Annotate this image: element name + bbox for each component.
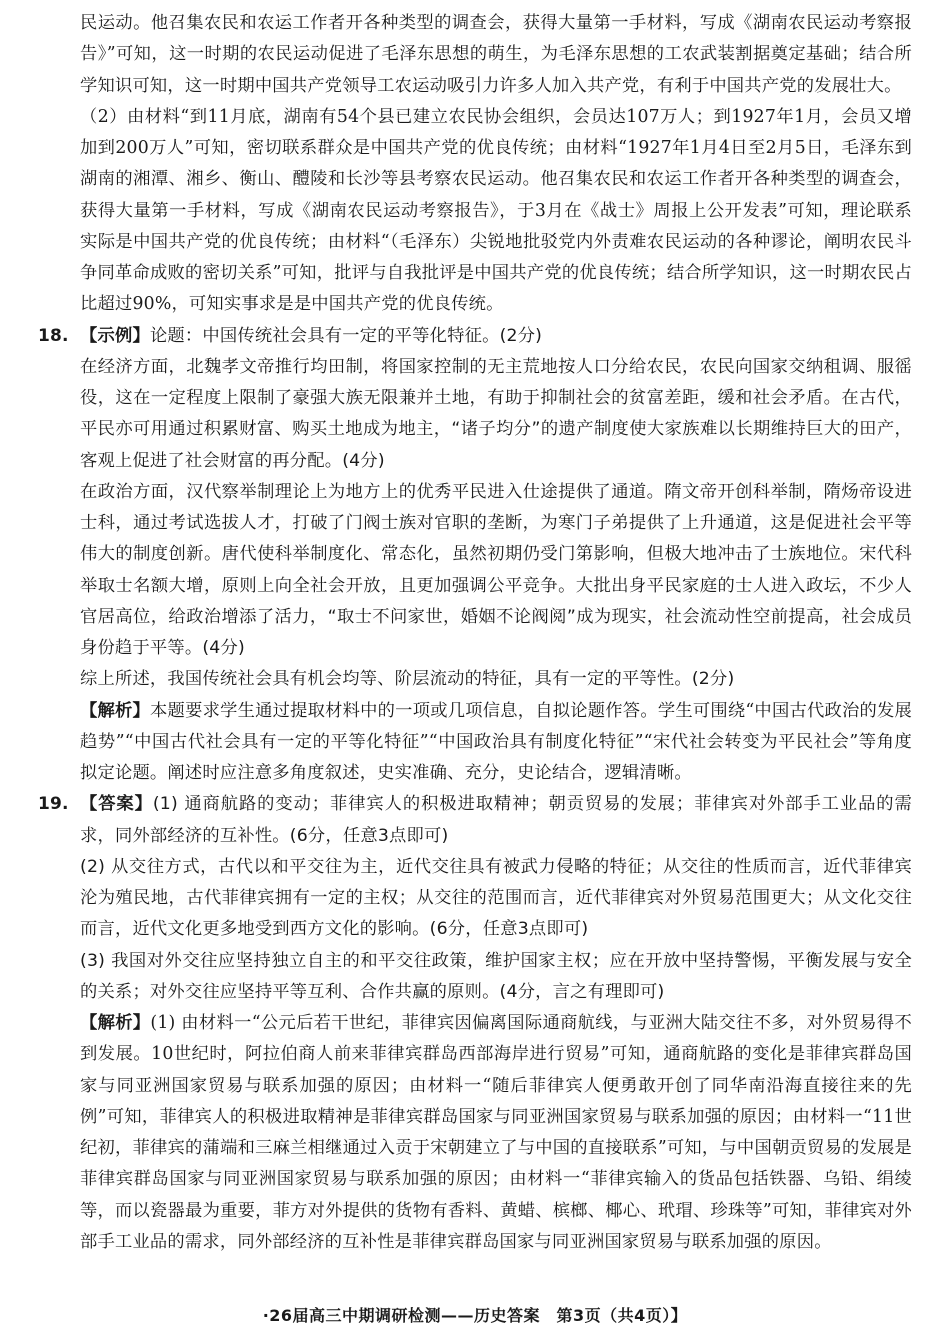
q19-analysis <box>0 1008 950 1258</box>
q18-analysis-tag: 【解析】 <box>80 700 151 721</box>
q18-political <box>0 477 950 665</box>
q19-analysis-text: (1) 由材料一“公元后若干世纪，菲律宾因偏离国际通商航线，与亚洲大陆交往不多，对外贸易得不到发展。10世纪时，阿拉伯商人前来菲律宾群岛西部海岸进行贸易”可知，通商航路的变化是菲律宾群岛国家与同亚洲国家贸易与联系加强的原因；由材料一“随后菲律宾人便勇敢开创了同华南沿海直接往来的先例”可知，菲律宾人的积极进取精神是菲律宾群岛国家与同亚洲国家贸易与联系加强的原因；由材料一“11世纪初，菲律宾的蒲端和三麻兰相继通过入贡于宋朝建立了与中国的直接联系”可知，与中国朝贡贸易的发展是菲律宾群岛国家与同亚洲国家贸易与联系加强的原因；由材料一“菲律宾输入的货品包括铁器、乌铅、绢绫等，而以瓷器最为重要，菲方对外提供的货物有香料、黄蜡、槟榔、椰心、玳瑁、珍珠等”可知，菲律宾对外部手工业品的需求，同外部经济的互补性是菲律宾群岛国家与同亚洲国家贸易与联系加强的原因。 <box>80 1013 912 1252</box>
q18-analysis-text: 本题要求学生通过提取材料中的一项或几项信息，自拟论题作答。学生可围绕“中国古代政治的发展趋势”“中国古代社会具有一定的平等化特征”“中国政治具有制度化特征”“宋代社会转变为平民社会”等角度拟定论题。阐述时应注意多角度叙述，史实准确、充分，史论结合，逻辑清晰。 <box>80 700 912 783</box>
footer-text: ·26届高三中期调研检测——历史答案 第3页（共4页）】 <box>262 1306 688 1325</box>
q19-answer-2-text: (2) 从交往方式，古代以和平交往为主，近代交往具有被武力侵略的特征；从交往的性质而言，近代菲律宾沦为殖民地，古代菲律宾拥有一定的主权；从交往的范围而言，近代菲律宾对外贸易范围更大；从文化交往而言，近代文化更多地受到西方文化的影响。(6分，任意3点即可) <box>80 856 912 940</box>
q19-answer-1 <box>0 789 950 852</box>
q18-number: 18. <box>38 325 69 346</box>
q19-answer-1-text: (1) 通商航路的变动；菲律宾人的积极进取精神；朝贡贸易的发展；菲律宾对外部手工业品的需求，同外部经济的互补性。(6分，任意3点即可) <box>80 794 912 846</box>
q18-analysis <box>0 696 950 790</box>
q19-number: 19. <box>38 794 69 815</box>
q18-conclusion-text: 综上所述，我国传统社会具有机会均等、阶层流动的特征，具有一定的平等性。(2分) <box>80 669 735 690</box>
q19-analysis-tag: 【解析】 <box>80 1013 151 1033</box>
q18-thesis <box>0 321 950 352</box>
q19-answer-3-text: (3) 我国对外交往应坚持独立自主的和平交往政策，维护国家主权；应在开放中坚持警惕，平衡发展与安全的关系；对外交往应坚持平等互利、合作共赢的原则。(4分，言之有理即可) <box>80 950 912 1002</box>
q17-part1-continuation <box>0 8 950 102</box>
q19-answer-2 <box>0 852 950 946</box>
page-footer <box>0 1303 950 1326</box>
q17-part2 <box>0 102 950 321</box>
q18-thesis-text: 论题：中国传统社会具有一定的平等化特征。(2分) <box>149 325 543 346</box>
q18-economic-text: 在经济方面，北魏孝文帝推行均田制，将国家控制的无主荒地按人口分给农民，农民向国家交纳租调、服徭役，这在一定程度上限制了豪强大族无限兼并土地，有助于抑制社会的贫富差距，缓和社会矛盾。在古代，平民亦可用通过积累财富、购买土地成为地主，“诸子均分”的遗产制度使大家族难以长期维持巨大的田产，客观上促进了社会财富的再分配。(4分) <box>80 356 912 471</box>
q17-part1-text: 民运动。他召集农民和农运工作者开各种类型的调查会，获得大量第一手材料，写成《湖南农民运动考察报告》”可知，这一时期的农民运动促进了毛泽东思想的萌生，为毛泽东思想的工农武装割据奠定基础；结合所学知识可知，这一时期中国共产党领导工农运动吸引力许多人加入共产党，有利于中国共产党的发展壮大。 <box>80 13 912 96</box>
q17-part2-text: （2）由材料“到11月底，湖南有54个县已建立农民协会组织，会员达107万人；到1927年1月，会员又增加到200万人”可知，密切联系群众是中国共产党的优良传统；由材料“1927年1月4日至2月5日，毛泽东到湖南的湘潭、湘乡、衡山、醴陵和长沙等县考察农民运动。他召集农民和农运工作者开各种类型的调查会，获得大量第一手材料，写成《湖南农民运动考察报告》，于3月在《战士》周报上公开发表”可知，理论联系实际是中国共产党的优良传统；由材料“（毛泽东）尖锐地批驳党内外责难农民运动的各种谬论，阐明农民斗争同革命成败的密切关系”可知，批评与自我批评是中国共产党的优良传统；结合所学知识，这一时期农民占比超过90%，可知实事求是是中国共产党的优良传统。 <box>80 106 912 315</box>
q18-economic <box>0 352 950 477</box>
q19-answer-3 <box>0 946 950 1009</box>
q18-example-tag: 【示例】 <box>80 325 150 346</box>
q18-political-text: 在政治方面，汉代察举制理论上为地方上的优秀平民进入仕途提供了通道。隋文帝开创科举制，隋炀帝设进士科，通过考试选拔人才，打破了门阀士族对官职的垄断，为寒门子弟提供了上升通道，这是促进社会平等伟大的制度创新。唐代使科举制度化、常态化，虽然初期仍受门第影响，但极大地冲击了士族地位。宋代科举取士名额大增，原则上向全社会开放，且更加强调公平竞争。大批出身平民家庭的士人进入政坛，不少人官居高位，给政治增添了活力，“取士不问家世，婚姻不论阀阅”成为现实，社会流动性空前提高，社会成员身份趋于平等。(4分) <box>80 481 912 658</box>
q19-answer-tag: 【答案】 <box>80 794 153 815</box>
q18-conclusion <box>0 664 950 695</box>
page-content <box>0 8 950 1258</box>
